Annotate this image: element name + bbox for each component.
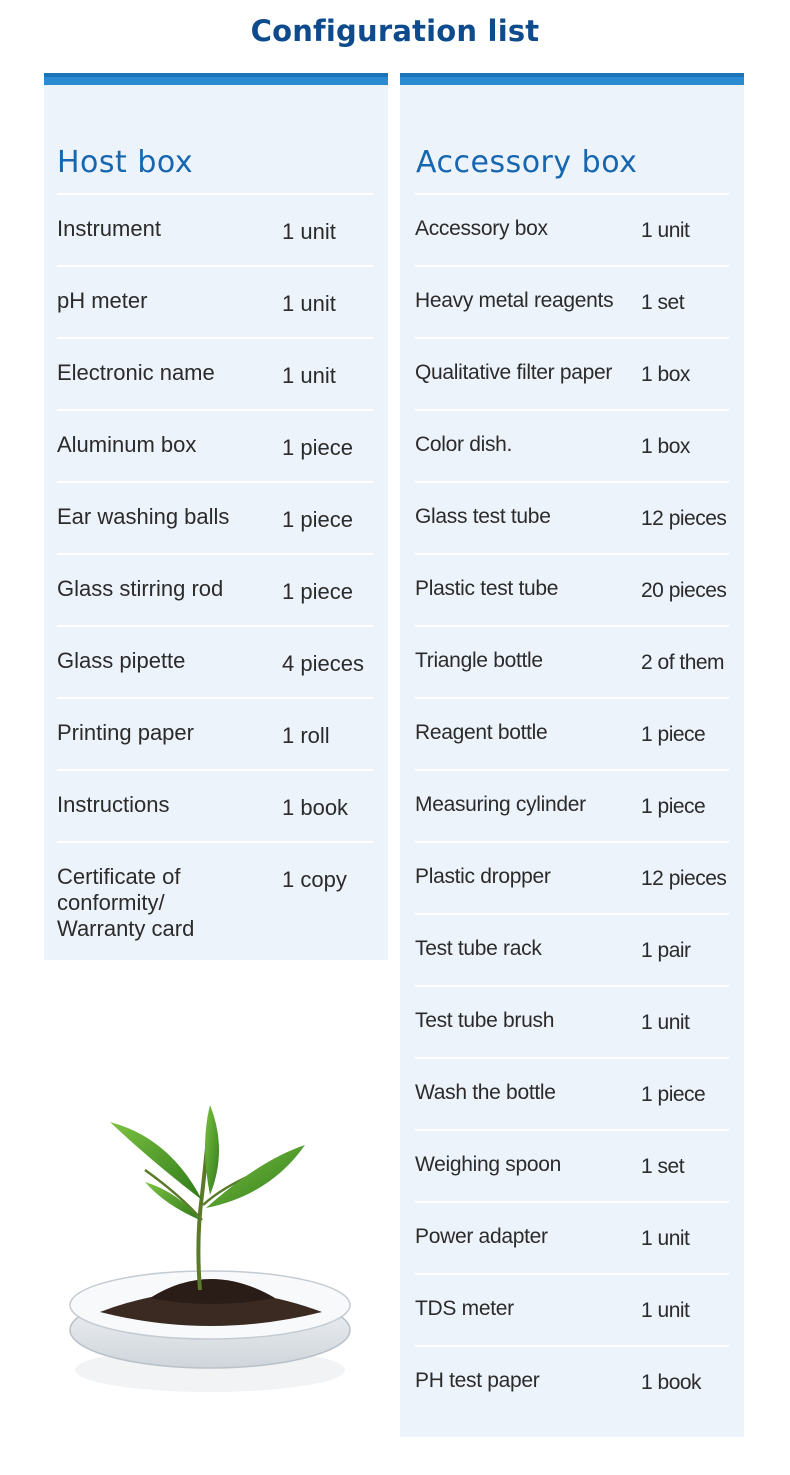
accessory-box-item-name: Test tube rack: [415, 937, 542, 960]
host-box-item-name: Certificate of conformity/ Warranty card: [57, 864, 195, 941]
accessory-box-item-quantity: 2 of them: [641, 651, 725, 674]
host-box-item-quantity: 4 pieces: [282, 651, 364, 676]
accessory-box-item-name: TDS meter: [415, 1297, 514, 1320]
host-box-item-row: [57, 409, 373, 481]
accessory-box-panel: [400, 73, 744, 1437]
host-box-item-name: Glass stirring rod: [57, 576, 224, 601]
host-box-list: [57, 193, 373, 951]
accessory-box-item-row: [415, 769, 729, 841]
accessory-box-item-row: [415, 1129, 729, 1201]
accessory-box-item-name: Color dish.: [415, 433, 513, 456]
accessory-box-item-name: Accessory box: [415, 217, 548, 240]
accessory-box-item-row: [415, 697, 729, 769]
accessory-box-item-quantity: 12 pieces: [641, 507, 727, 530]
host-box-item-row: [57, 265, 373, 337]
page-title: Configuration list: [250, 14, 540, 48]
accessory-box-item-name: Heavy metal reagents: [415, 289, 614, 312]
accessory-box-item-row: [415, 337, 729, 409]
accessory-box-item-row: [415, 841, 729, 913]
accessory-box-item-quantity: 1 box: [641, 363, 690, 386]
host-box-item-name: Ear washing balls: [57, 504, 230, 529]
accessory-box-item-name: Plastic test tube: [415, 577, 559, 600]
accessory-box-item-quantity: 1 piece: [641, 795, 706, 818]
host-box-item-name: Glass pipette: [57, 648, 186, 673]
accessory-box-item-row: [415, 409, 729, 481]
host-box-item-quantity: 1 book: [282, 795, 349, 820]
host-box-item-row: [57, 841, 373, 951]
accessory-box-item-quantity: 1 set: [641, 1155, 685, 1178]
host-box-item-row: [57, 553, 373, 625]
host-box-item-row: [57, 337, 373, 409]
accessory-box-item-quantity: 1 book: [641, 1371, 702, 1394]
accessory-box-item-name: Triangle bottle: [415, 649, 543, 672]
host-box-item-name: Electronic name: [57, 360, 215, 385]
accessory-box-item-name: PH test paper: [415, 1369, 540, 1392]
accessory-box-item-quantity: 20 pieces: [641, 579, 727, 602]
accessory-box-item-row: [415, 265, 729, 337]
accessory-box-item-quantity: 12 pieces: [641, 867, 727, 890]
accessory-box-item-name: Glass test tube: [415, 505, 551, 528]
accessory-box-item-row: [415, 1345, 729, 1417]
host-box-item-quantity: 1 piece: [282, 579, 353, 604]
accessory-box-item-name: Wash the bottle: [415, 1081, 556, 1104]
host-box-item-name: Instrument: [57, 216, 161, 241]
host-box-item-row: [57, 193, 373, 265]
host-box-item-name: Instructions: [57, 792, 170, 817]
host-box-item-quantity: 1 unit: [282, 363, 336, 388]
accessory-box-item-name: Plastic dropper: [415, 865, 551, 888]
host-box-item-name: pH meter: [57, 288, 148, 313]
host-box-item-quantity: 1 piece: [282, 507, 353, 532]
accessory-box-item-name: Measuring cylinder: [415, 793, 586, 816]
accessory-box-item-name: Test tube brush: [415, 1009, 555, 1032]
accessory-box-item-quantity: 1 piece: [641, 723, 706, 746]
accessory-box-item-quantity: 1 unit: [641, 1299, 690, 1322]
host-box-item-row: [57, 769, 373, 841]
accessory-box-item-quantity: 1 piece: [641, 1083, 706, 1106]
host-box-item-quantity: 1 unit: [282, 291, 336, 316]
host-box-item-row: [57, 697, 373, 769]
accessory-box-item-quantity: 1 unit: [641, 1227, 690, 1250]
accessory-box-item-name: Reagent bottle: [415, 721, 548, 744]
accessory-box-item-row: [415, 193, 729, 265]
accessory-box-item-name: Power adapter: [415, 1225, 548, 1248]
accessory-box-item-row: [415, 553, 729, 625]
host-box-panel: [44, 73, 388, 960]
accessory-box-item-row: [415, 985, 729, 1057]
accessory-box-list: [415, 193, 729, 1417]
accessory-box-heading: Accessory box: [416, 145, 638, 180]
plant-seedling-petri-dish-icon: [60, 1100, 360, 1400]
accessory-box-item-name: Weighing spoon: [415, 1153, 562, 1176]
accessory-box-item-row: [415, 913, 729, 985]
accessory-box-item-quantity: 1 pair: [641, 939, 691, 962]
accessory-box-item-quantity: 1 unit: [641, 219, 690, 242]
accessory-box-item-row: [415, 1057, 729, 1129]
accessory-box-item-name: Qualitative filter paper: [415, 361, 613, 384]
accessory-box-item-quantity: 1 box: [641, 435, 690, 458]
host-box-item-quantity: 1 unit: [282, 219, 336, 244]
accessory-box-item-row: [415, 481, 729, 553]
accessory-box-item-row: [415, 1201, 729, 1273]
accessory-box-item-quantity: 1 unit: [641, 1011, 690, 1034]
accessory-box-item-row: [415, 625, 729, 697]
host-box-item-quantity: 1 piece: [282, 435, 353, 460]
host-box-item-quantity: 1 roll: [282, 723, 330, 748]
host-box-item-row: [57, 481, 373, 553]
host-box-item-name: Aluminum box: [57, 432, 197, 457]
host-box-item-quantity: 1 copy: [282, 867, 347, 892]
accessory-box-item-quantity: 1 set: [641, 291, 685, 314]
host-box-item-name: Printing paper: [57, 720, 194, 745]
accessory-box-item-row: [415, 1273, 729, 1345]
host-box-item-row: [57, 625, 373, 697]
host-box-heading: Host box: [57, 145, 194, 180]
